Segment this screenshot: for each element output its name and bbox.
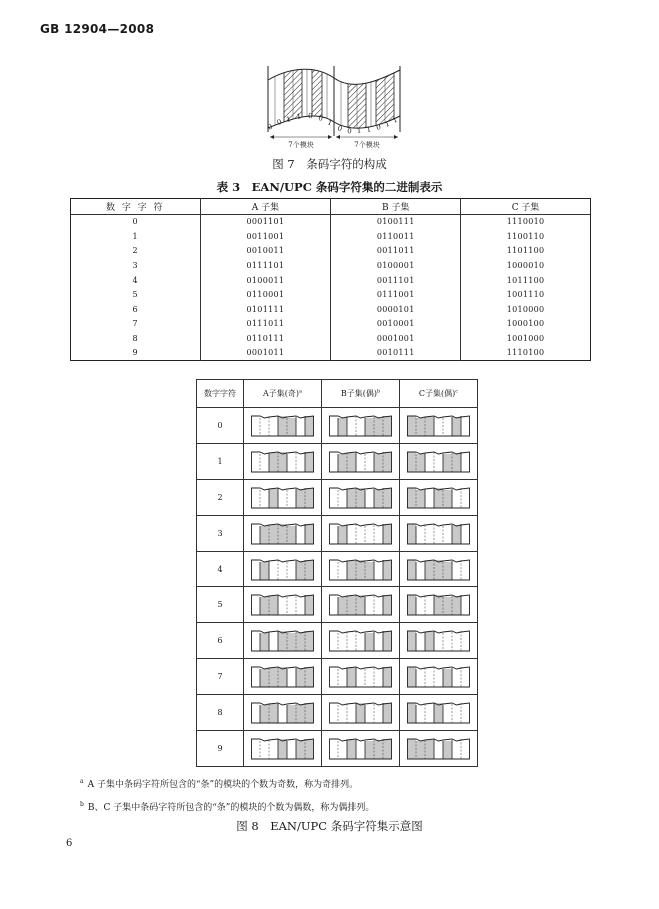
bar-character-glyph — [251, 413, 314, 438]
bar-character-glyph — [329, 449, 392, 474]
bar-module — [356, 488, 365, 508]
f8-glyph-cell-c — [400, 659, 478, 695]
bar-character-glyph — [251, 664, 314, 689]
cell-c: 1010000 — [461, 302, 591, 317]
bar-module — [383, 416, 392, 436]
bar-module — [383, 739, 392, 759]
bar-module — [305, 739, 314, 759]
bar-character-glyph — [407, 592, 470, 617]
cell-digit: 5 — [71, 287, 201, 302]
bar-module — [383, 524, 392, 544]
bar-module — [347, 561, 356, 580]
f8-glyph-cell-a — [244, 408, 322, 444]
bar-module — [374, 489, 383, 508]
bar-module — [425, 632, 434, 651]
fig7-bit: 1 — [356, 126, 362, 135]
bar-module — [278, 739, 287, 759]
footnote-b-text: B、C 子集中条码字符所包含的“条”的模块的个数为偶数，称为偶排列。 — [87, 803, 375, 813]
fig7-bit: 1 — [285, 115, 292, 124]
cell-a: 0010011 — [200, 244, 331, 259]
f8-glyph-cell-b — [322, 551, 400, 587]
table-row — [71, 229, 591, 244]
bar-module — [305, 595, 314, 615]
bar-character-glyph — [329, 485, 392, 510]
cell-digit: 1 — [71, 229, 201, 244]
f8-header-c — [400, 380, 478, 408]
f8-digit-cell: 2 — [197, 479, 244, 515]
f8-glyph-cell-b — [322, 587, 400, 623]
bar-character-glyph — [251, 700, 314, 725]
bar-module — [269, 704, 278, 723]
f8-header-b-label: B子集(偶) — [340, 389, 377, 398]
figure-8-row — [197, 695, 478, 731]
standard-code: GB 12904—2008 — [40, 22, 155, 36]
footnote-a — [80, 777, 358, 790]
header-c-subset: C 子集 — [461, 199, 591, 215]
cell-a: 0110001 — [200, 287, 331, 302]
fig7-bit: 0 — [346, 127, 353, 136]
f8-glyph-cell-a — [244, 587, 322, 623]
bar-module — [305, 703, 314, 723]
figure-7-bar-character-diagram — [262, 66, 408, 148]
bar-module — [383, 631, 392, 651]
bar-module — [452, 596, 461, 615]
bar-module — [356, 595, 365, 615]
bar-module — [407, 703, 416, 723]
bar-module — [347, 453, 356, 472]
f8-glyph-cell-b — [322, 731, 400, 767]
bar-character-glyph — [329, 628, 392, 653]
bar-character-glyph — [407, 449, 470, 474]
bar-module — [356, 560, 365, 580]
bar-module — [305, 416, 314, 436]
glyph-outline — [408, 667, 470, 687]
bar-module — [269, 489, 278, 508]
cell-b: 0100111 — [331, 214, 461, 229]
bar-module — [296, 740, 305, 759]
f8-glyph-cell-a — [244, 551, 322, 587]
fig7-bit: 0 — [375, 123, 382, 132]
figure-8-row — [197, 731, 478, 767]
bar-module — [443, 741, 452, 759]
bar-module — [407, 416, 416, 436]
bar-module — [338, 418, 347, 436]
f8-header-b — [322, 380, 400, 408]
bar-character-glyph — [329, 664, 392, 689]
footnote-b-mark: b — [80, 801, 84, 808]
bar-module — [338, 597, 347, 615]
f8-digit-cell: 9 — [197, 731, 244, 767]
table-row — [71, 273, 591, 288]
bar-module — [260, 669, 269, 687]
bar-module — [296, 561, 305, 580]
f8-glyph-cell-c — [400, 479, 478, 515]
cell-c: 1011100 — [461, 273, 591, 288]
cell-digit: 7 — [71, 316, 201, 331]
cell-digit: 6 — [71, 302, 201, 317]
figure-8-row — [197, 515, 478, 551]
bar-module — [287, 526, 296, 544]
f8-glyph-cell-c — [400, 695, 478, 731]
f8-header-b-mark: b — [376, 388, 381, 395]
cell-b: 0011011 — [331, 244, 461, 259]
bar-character-glyph — [407, 664, 470, 689]
cell-a: 0001011 — [200, 345, 331, 360]
bar-character-glyph — [329, 736, 392, 761]
bar-module — [383, 703, 392, 723]
bar-module — [287, 705, 296, 723]
bar-module — [443, 490, 452, 508]
bar-module — [305, 631, 314, 651]
cell-a: 0111101 — [200, 258, 331, 273]
bar-module — [296, 632, 305, 651]
f8-glyph-cell-b — [322, 623, 400, 659]
bar-character-glyph — [329, 700, 392, 725]
bar-character-glyph — [251, 557, 314, 582]
f8-digit-cell: 1 — [197, 443, 244, 479]
cell-b: 0000101 — [331, 302, 461, 317]
f8-glyph-cell-a — [244, 731, 322, 767]
figure-8-row — [197, 587, 478, 623]
bar-module — [338, 454, 347, 472]
bar-character-glyph — [407, 521, 470, 546]
f8-glyph-cell-b — [322, 515, 400, 551]
figure-8-character-set-diagram — [196, 379, 478, 767]
bar-module — [434, 703, 443, 723]
bar-character-glyph — [251, 592, 314, 617]
cell-c: 1000100 — [461, 316, 591, 331]
table-3-caption: 表 3 EAN/UPC 条码字符集的二进制表示 — [216, 180, 443, 194]
figure-8-row — [197, 443, 478, 479]
fig7-bit: 0 — [266, 122, 274, 132]
bar-module — [278, 631, 287, 651]
bar-character-glyph — [407, 700, 470, 725]
header-digit: 数 字 字 符 — [71, 199, 201, 215]
bar-module — [407, 631, 416, 651]
bar-module — [269, 453, 278, 472]
table-row — [71, 345, 591, 360]
bar-module — [278, 416, 287, 436]
table-header-row — [71, 199, 591, 215]
fig7-bit: 1 — [391, 115, 399, 125]
cell-a: 0100011 — [200, 273, 331, 288]
bar-module — [278, 667, 287, 687]
bar-module — [383, 667, 392, 687]
bar-module — [407, 667, 416, 687]
bar-character-glyph — [329, 521, 392, 546]
cell-c: 1100110 — [461, 229, 591, 244]
page-number: 6 — [66, 838, 73, 849]
table-row — [71, 316, 591, 331]
bar-module — [407, 452, 416, 472]
glyph-outline — [408, 631, 470, 651]
bar-character-glyph — [329, 413, 392, 438]
f8-glyph-cell-a — [244, 515, 322, 551]
f8-glyph-cell-a — [244, 659, 322, 695]
cell-b: 0001001 — [331, 331, 461, 346]
bar-module — [407, 560, 416, 580]
cell-a: 0110111 — [200, 331, 331, 346]
bar-module — [425, 561, 434, 580]
f8-glyph-cell-b — [322, 408, 400, 444]
bar-module — [452, 525, 461, 544]
cell-b: 0111001 — [331, 287, 461, 302]
figure-8-row — [197, 623, 478, 659]
bar-module — [416, 741, 425, 759]
bar-module — [260, 562, 269, 580]
bar-module — [296, 704, 305, 723]
fig7-bit: 0 — [307, 112, 313, 121]
bar-module — [365, 562, 374, 580]
fig7-bit: 0 — [336, 124, 344, 134]
f8-glyph-cell-b — [322, 695, 400, 731]
f8-glyph-cell-a — [244, 479, 322, 515]
bar-module — [365, 741, 374, 759]
bar-module — [416, 490, 425, 508]
f8-digit-cell: 4 — [197, 551, 244, 587]
f8-glyph-cell-c — [400, 731, 478, 767]
bar-module — [287, 633, 296, 651]
bar-module — [383, 452, 392, 472]
f8-header-digit: 数字字符 — [197, 380, 244, 408]
bar-module — [434, 595, 443, 615]
f8-glyph-cell-a — [244, 695, 322, 731]
figure-8-row — [197, 408, 478, 444]
bar-character-glyph — [329, 557, 392, 582]
figure-8-caption: 图 8 EAN/UPC 条码字符集示意图 — [236, 819, 423, 833]
f8-header-c-mark: c — [455, 388, 459, 395]
bar-module — [416, 454, 425, 472]
cell-digit: 3 — [71, 258, 201, 273]
header-b-subset: B 子集 — [331, 199, 461, 215]
bar-module — [305, 524, 314, 544]
bar-module — [278, 524, 287, 544]
bar-module — [374, 740, 383, 759]
bar-module — [407, 524, 416, 544]
table-row — [71, 258, 591, 273]
bar-character-glyph — [251, 485, 314, 510]
cell-b: 0010001 — [331, 316, 461, 331]
cell-c: 1110100 — [461, 345, 591, 360]
bar-module — [269, 525, 278, 544]
f8-header-a — [244, 380, 322, 408]
f8-header-a-label: A子集(奇) — [262, 389, 300, 398]
glyph-outline — [330, 667, 392, 687]
bar-module — [407, 595, 416, 615]
bar-module — [452, 453, 461, 472]
bar-module — [416, 418, 425, 436]
f8-glyph-cell-c — [400, 443, 478, 479]
fig7-bit: 1 — [383, 119, 391, 129]
footnote-a-mark: a — [80, 778, 84, 785]
cell-digit: 4 — [71, 273, 201, 288]
cell-digit: 8 — [71, 331, 201, 346]
table-3-binary-representation — [70, 198, 591, 361]
bar-module — [296, 489, 305, 508]
cell-c: 1001000 — [461, 331, 591, 346]
glyph-outline — [330, 631, 392, 651]
bar-module — [383, 560, 392, 580]
bar-character-glyph — [407, 485, 470, 510]
cell-b: 0011101 — [331, 273, 461, 288]
bar-module — [305, 667, 314, 687]
bar-module — [347, 668, 356, 687]
bar-character-glyph — [329, 592, 392, 617]
f8-digit-cell: 0 — [197, 408, 244, 444]
bar-module — [269, 668, 278, 687]
bar-module — [365, 633, 374, 651]
bar-character-glyph — [251, 449, 314, 474]
f8-digit-cell: 7 — [197, 659, 244, 695]
cell-a: 0111011 — [200, 316, 331, 331]
figure-8-row — [197, 659, 478, 695]
f8-glyph-cell-c — [400, 623, 478, 659]
bar-character-glyph — [251, 628, 314, 653]
cell-a: 0011001 — [200, 229, 331, 244]
bar-module — [305, 560, 314, 580]
bar-character-glyph — [251, 521, 314, 546]
f8-digit-cell: 3 — [197, 515, 244, 551]
fig7-bit: 1 — [326, 118, 334, 128]
bar-module — [347, 489, 356, 508]
bar-module — [356, 703, 365, 723]
bar-module — [443, 562, 452, 580]
cell-b: 0110011 — [331, 229, 461, 244]
cell-c: 1101100 — [461, 244, 591, 259]
bar-module — [425, 740, 434, 759]
bar-module — [260, 633, 269, 651]
figure-7-caption: 图 7 条码字符的构成 — [272, 157, 387, 171]
cell-a: 0101111 — [200, 302, 331, 317]
f8-header-c-label: C子集(偶) — [418, 389, 456, 398]
bar-module — [374, 453, 383, 472]
bar-module — [338, 526, 347, 544]
bar-module — [347, 740, 356, 759]
bar-module — [365, 418, 374, 436]
cell-a: 0001101 — [200, 214, 331, 229]
table-row — [71, 214, 591, 229]
bar-character-glyph — [407, 413, 470, 438]
bar-module — [443, 454, 452, 472]
bar-module — [383, 595, 392, 615]
bar-module — [383, 488, 392, 508]
bar-module — [305, 488, 314, 508]
fig7-bit: 0 — [275, 117, 283, 127]
f8-header-a-mark: a — [299, 388, 302, 395]
f8-glyph-cell-c — [400, 587, 478, 623]
fig7-module-label-left: 7个模块 — [288, 141, 314, 148]
f8-digit-cell: 8 — [197, 695, 244, 731]
bar-module — [434, 488, 443, 508]
bar-module — [443, 669, 452, 687]
f8-glyph-cell-b — [322, 443, 400, 479]
bar-character-glyph — [251, 736, 314, 761]
bar-module — [407, 739, 416, 759]
table-row — [71, 302, 591, 317]
f8-glyph-cell-c — [400, 551, 478, 587]
cell-c: 1000010 — [461, 258, 591, 273]
f8-digit-cell: 6 — [197, 623, 244, 659]
bar-module — [260, 705, 269, 723]
f8-glyph-cell-a — [244, 623, 322, 659]
header-a-subset: A 子集 — [200, 199, 331, 215]
cell-c: 1110010 — [461, 214, 591, 229]
bar-module — [407, 488, 416, 508]
cell-c: 1001110 — [461, 287, 591, 302]
figure-8-header-row — [197, 380, 478, 408]
fig7-bit: 1 — [365, 125, 372, 134]
bar-module — [269, 596, 278, 615]
table-row — [71, 287, 591, 302]
bar-module — [374, 417, 383, 436]
f8-glyph-cell-b — [322, 659, 400, 695]
table-row — [71, 244, 591, 259]
cell-digit: 0 — [71, 214, 201, 229]
footnote-a-text: A 子集中条码字符所包含的“条”的模块的个数为奇数，称为奇排列。 — [87, 780, 359, 790]
bar-module — [452, 417, 461, 436]
bar-module — [434, 560, 443, 580]
f8-glyph-cell-c — [400, 515, 478, 551]
table-row — [71, 331, 591, 346]
figure-8-row — [197, 551, 478, 587]
figure-8-row — [197, 479, 478, 515]
cell-b: 0010111 — [331, 345, 461, 360]
bar-module — [287, 418, 296, 436]
fig7-module-label-right: 7个模块 — [354, 141, 380, 148]
bar-module — [278, 452, 287, 472]
f8-glyph-cell-c — [400, 408, 478, 444]
cell-digit: 2 — [71, 244, 201, 259]
f8-glyph-cell-a — [244, 443, 322, 479]
f8-digit-cell: 5 — [197, 587, 244, 623]
bar-module — [260, 526, 269, 544]
footnote-b — [80, 800, 374, 813]
bar-module — [305, 452, 314, 472]
bar-module — [260, 597, 269, 615]
cell-b: 0100001 — [331, 258, 461, 273]
bar-module — [425, 417, 434, 436]
fig7-bit: 1 — [296, 112, 302, 121]
bar-character-glyph — [407, 557, 470, 582]
bar-character-glyph — [407, 628, 470, 653]
fig7-bit: 0 — [317, 114, 324, 123]
f8-glyph-cell-b — [322, 479, 400, 515]
bar-module — [347, 596, 356, 615]
bar-module — [296, 668, 305, 687]
cell-digit: 9 — [71, 345, 201, 360]
bar-character-glyph — [407, 736, 470, 761]
bar-module — [443, 597, 452, 615]
